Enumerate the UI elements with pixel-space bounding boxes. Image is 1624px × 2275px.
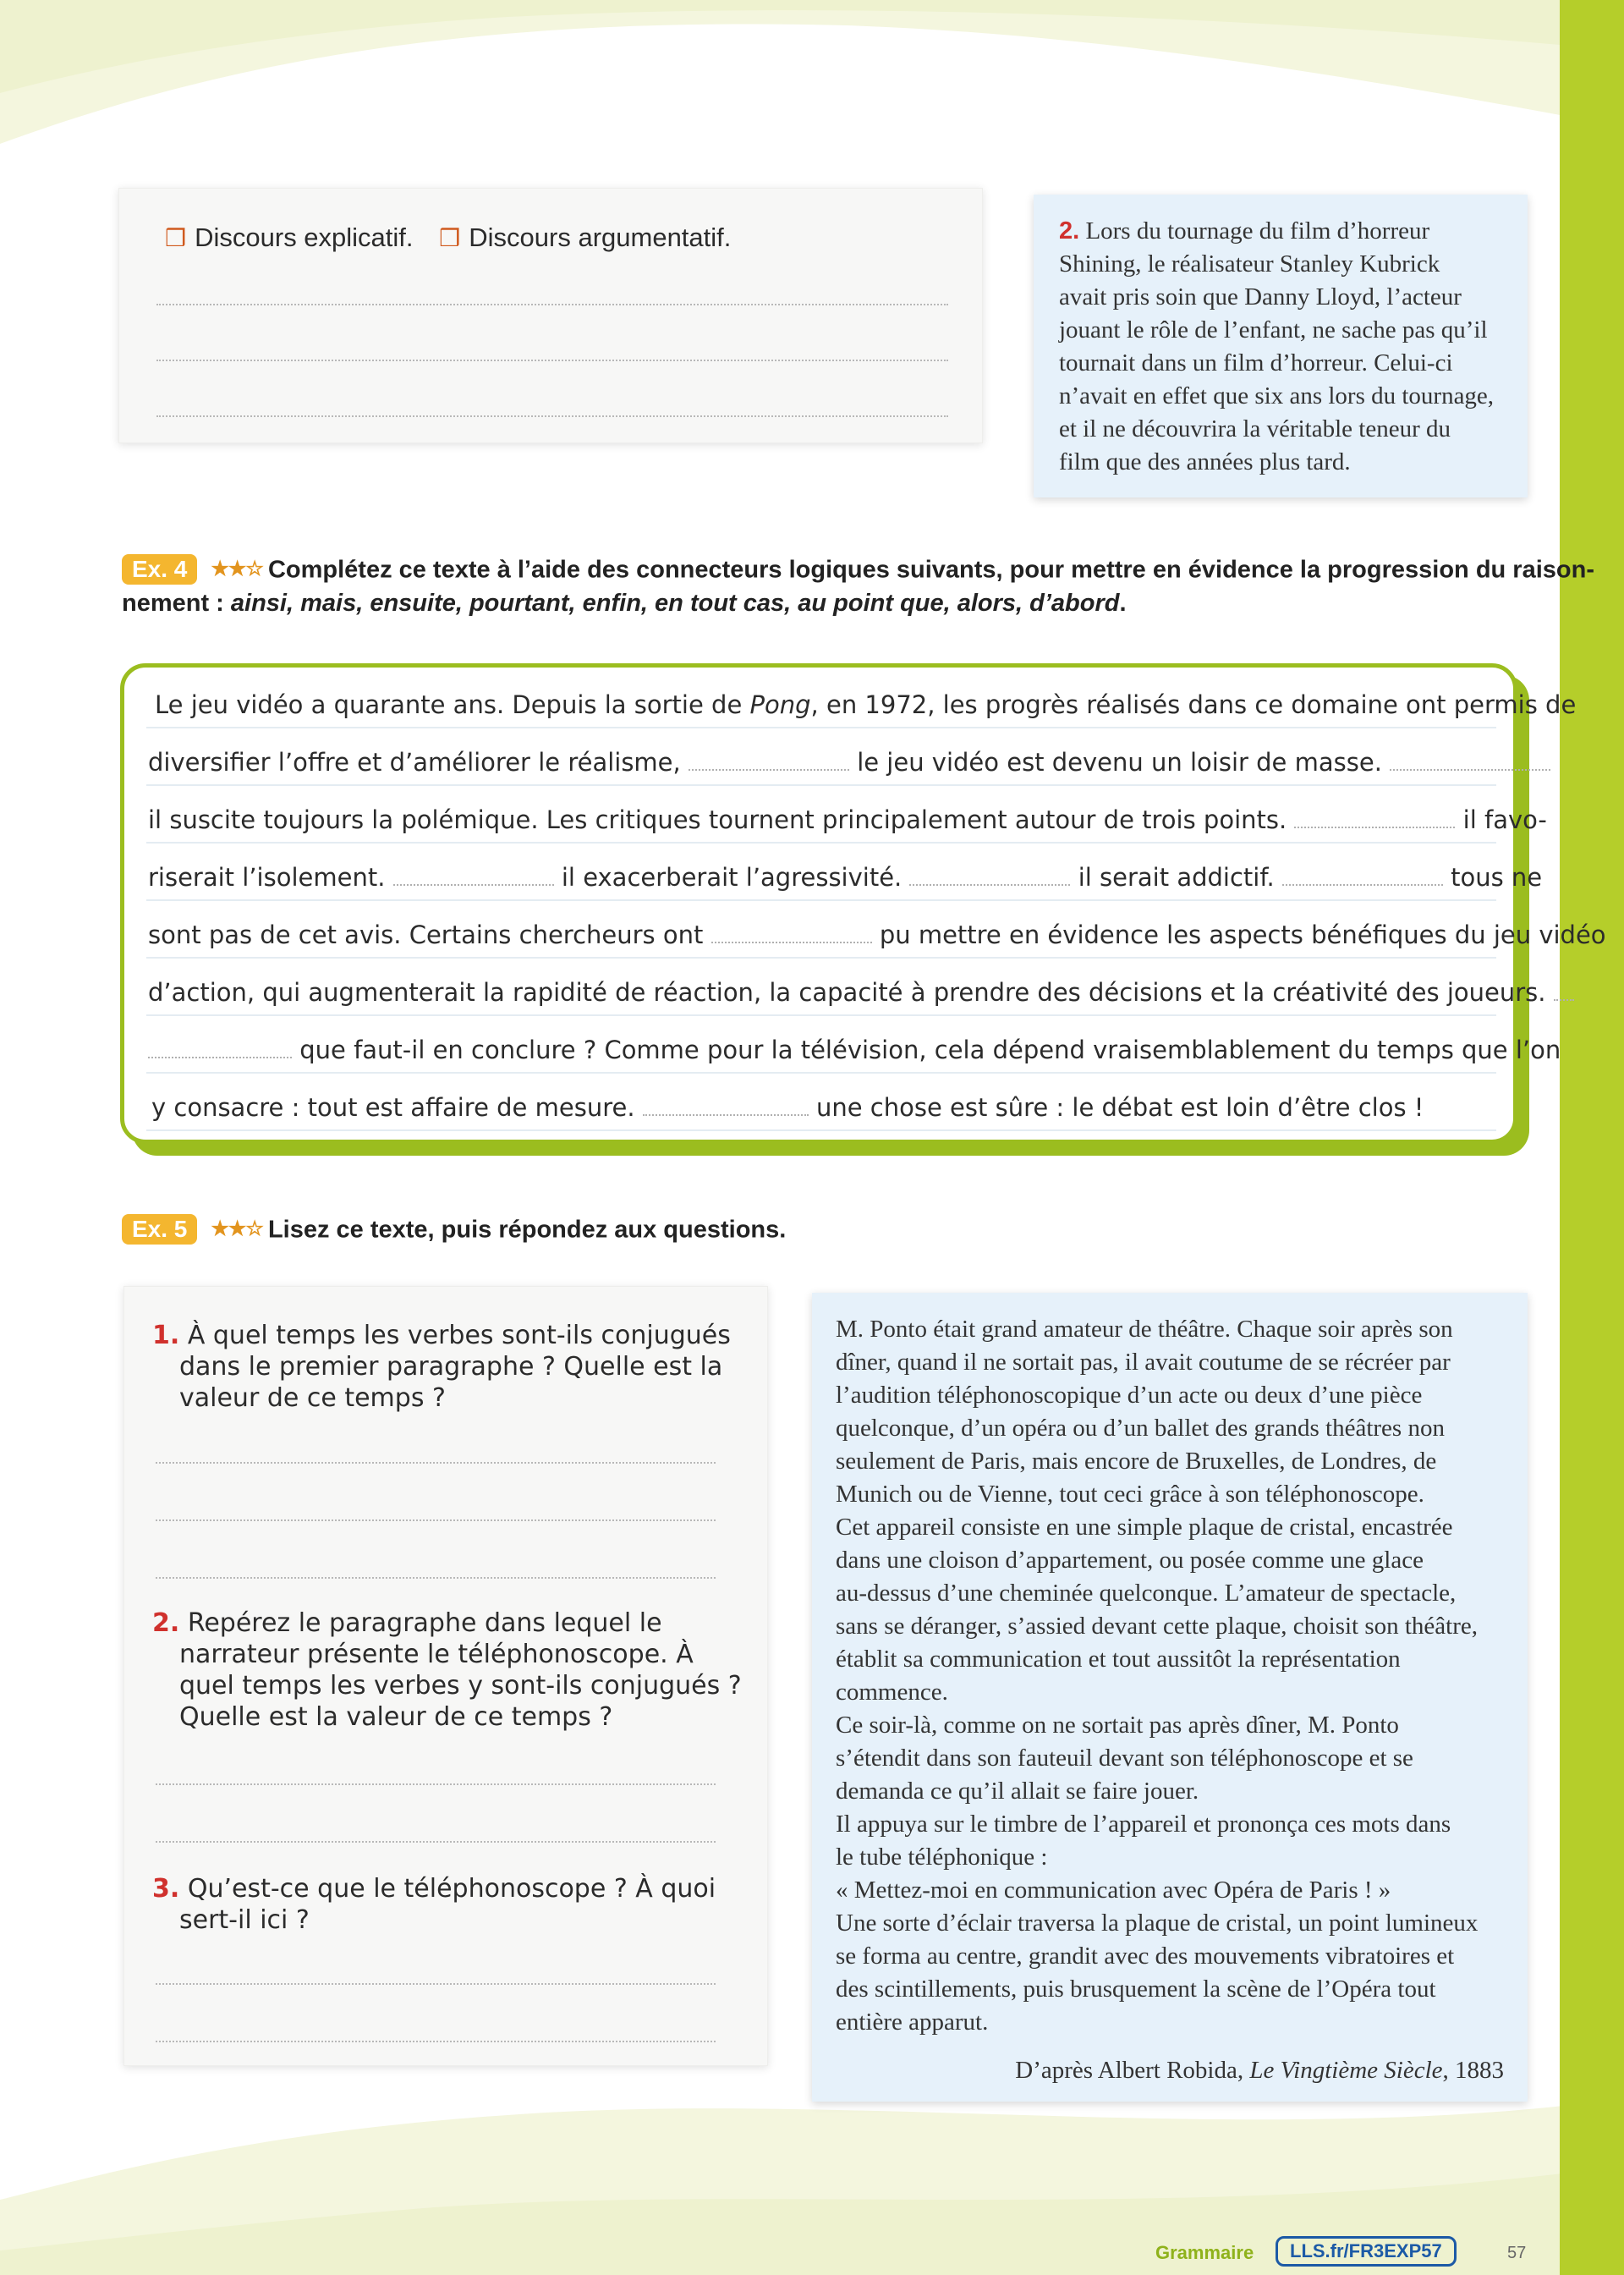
answer-line[interactable] <box>156 1462 716 1464</box>
answer-line[interactable] <box>156 360 948 361</box>
passage-line: Une sorte d’éclair traversa la plaque de cristal, un point lumineux <box>836 1910 1479 1937</box>
excerpt-line: avait pris soin que Danny Lloyd, l’acteur <box>1059 283 1462 310</box>
ruled-line <box>146 1014 1496 1016</box>
ex4-badge: Ex. 4 <box>122 554 197 585</box>
difficulty-stars-icon: ★★☆ <box>211 1217 263 1241</box>
ex5-instruction: Lisez ce texte, puis répondez aux questions. <box>267 1216 787 1244</box>
ex4-connectors: ainsi, mais, ensuite, pourtant, enfin, en tout cas, au point que, alors, d’abord <box>230 590 1120 618</box>
option-explicatif: Discours explicatif. <box>195 223 414 252</box>
passage-line: « Mettez-moi en communication avec Opéra de Paris ! » <box>836 1877 1391 1904</box>
blank-field[interactable] <box>711 933 872 943</box>
answer-line[interactable] <box>156 2041 716 2042</box>
passage-line: l’audition téléphonoscopique d’un acte ou deux d’une pièce <box>836 1382 1423 1409</box>
excerpt-line: Shining, le réalisateur Stanley Kubrick <box>1059 250 1440 278</box>
answer-line[interactable] <box>156 1519 716 1521</box>
question-2 <box>152 1607 744 1733</box>
excerpt-box-shining <box>1034 195 1528 497</box>
checkbox-explicatif[interactable]: ❒ <box>165 225 187 251</box>
answer-line[interactable] <box>156 304 948 305</box>
ruled-line <box>146 957 1496 959</box>
item-number: 2. <box>1059 217 1080 245</box>
passage-line: Cet appareil consiste en une simple plaque de cristal, encastrée <box>836 1514 1453 1541</box>
ruled-line <box>146 1129 1496 1131</box>
ex4-heading <box>122 552 1594 620</box>
passage-line: Munich ou de Vienne, tout ceci grâce à son téléphonoscope. <box>836 1481 1424 1508</box>
answer-line[interactable] <box>156 415 948 417</box>
passage-line: dans une cloison d’appartement, ou posée comme une glace <box>836 1547 1424 1574</box>
answer-line[interactable] <box>156 1783 716 1785</box>
answer-box-top-left <box>118 188 983 443</box>
right-margin-band <box>1560 0 1624 2275</box>
passage-text <box>836 1313 1504 2087</box>
blank-field[interactable] <box>909 876 1070 886</box>
cloze-line-5: sont pas de cet avis. Certains chercheurs ont pu mettre en évidence les aspects bénéfiques du jeu vidéo <box>148 920 1606 949</box>
cloze-line-6: d’action, qui augmenterait la rapidité de réaction, la capacité à prendre des décisions et la créativité des joueurs. <box>148 975 1495 1009</box>
passage-line: commence. <box>836 1679 948 1706</box>
ruled-line <box>146 727 1496 728</box>
excerpt-line: n’avait en effet que six ans lors du tournage, <box>1059 382 1495 409</box>
question-text: À quel temps les verbes sont-ils conjugués dans le premier paragraphe ? Quelle est la valeur de ce temps ? <box>179 1321 731 1413</box>
checkbox-argumentatif[interactable]: ❒ <box>439 225 461 251</box>
ruled-line <box>146 784 1496 786</box>
blank-field[interactable] <box>689 761 849 771</box>
question-1 <box>152 1320 744 1414</box>
passage-line: des scintillements, puis brusquement la scène de l’Opéra tout <box>836 1976 1436 2003</box>
passage-line: Ce soir-là, comme on ne sortait pas après dîner, M. Ponto <box>836 1712 1399 1739</box>
passage-line: établit sa communication et tout aussitôt la représentation <box>836 1646 1401 1673</box>
passage-line: sans se déranger, s’assied devant cette plaque, choisit son théâtre, <box>836 1613 1479 1640</box>
cloze-line-4: riserait l’isolement. il exacerberait l’agressivité. il serait addictif. tous ne <box>148 863 1543 892</box>
difficulty-stars-icon: ★★☆ <box>211 558 263 581</box>
passage-source: D’après Albert Robida, Le Vingtième Siècle, 1883 <box>1015 2057 1504 2084</box>
cloze-line-2: diversifier l’offre et d’améliorer le réalisme, le jeu vidéo est devenu un loisir de masse. <box>148 745 1495 779</box>
blank-field[interactable] <box>393 876 554 886</box>
passage-line: au-dessus d’une cheminée quelconque. L’amateur de spectacle, <box>836 1580 1457 1607</box>
excerpt-line: film que des années plus tard. <box>1059 448 1351 475</box>
answer-line[interactable] <box>156 1841 716 1843</box>
ruled-line <box>146 899 1496 901</box>
cloze-line-8: y consacre : tout est affaire de mesure. une chose est sûre : le débat est loin d’être clos ! <box>151 1093 1424 1122</box>
ex5-badge: Ex. 5 <box>122 1214 197 1245</box>
footer-link[interactable]: LLS.fr/FR3EXP57 <box>1276 2236 1457 2267</box>
passage-line: quelconque, d’un opéra ou d’un ballet des grands théâtres non <box>836 1415 1445 1442</box>
passage-line: dîner, quand il ne sortait pas, il avait coutume de se récréer par <box>836 1349 1451 1376</box>
ruled-line <box>146 842 1496 844</box>
ex5-heading <box>122 1212 786 1246</box>
passage-line: seulement de Paris, mais encore de Bruxelles, de Londres, de <box>836 1448 1437 1475</box>
excerpt-line: jouant le rôle de l’enfant, ne sache pas qu’il <box>1059 316 1488 343</box>
ex4-instruction-line2-end: . <box>1119 590 1127 618</box>
cloze-line-7: que faut-il en conclure ? Comme pour la télévision, cela dépend vraisemblablement du temps que l’on <box>148 1033 1495 1067</box>
excerpt-line: et il ne découvrira la véritable teneur du <box>1059 415 1451 442</box>
cloze-line-1: Le jeu vidéo a quarante ans. Depuis la sortie de Pong, en 1972, les progrès réalisés dans ce domaine ont permis de <box>155 690 1577 719</box>
ex4-instruction-line1: Complétez ce texte à l’aide des connecteurs logiques suivants, pour mettre en évidence la progression du raison- <box>267 556 1594 584</box>
blank-field[interactable] <box>1554 991 1574 1001</box>
passage-line: entière apparut. <box>836 2008 989 2036</box>
blank-field[interactable] <box>148 1048 292 1058</box>
footer-section-label: Grammaire <box>1155 2242 1254 2263</box>
blank-field[interactable] <box>1282 876 1443 886</box>
cloze-line-3: il suscite toujours la polémique. Les critiques tournent principalement autour de trois points. il favo- <box>148 805 1547 834</box>
question-text: Qu’est-ce que le téléphonoscope ? À quoi sert-il ici ? <box>179 1874 716 1935</box>
blank-field[interactable] <box>643 1106 809 1116</box>
passage-line: Il appuya sur le timbre de l’appareil et prononça ces mots dans <box>836 1811 1451 1838</box>
passage-line: le tube téléphonique : <box>836 1844 1048 1871</box>
question-3 <box>152 1873 744 1936</box>
answer-line[interactable] <box>156 1983 716 1985</box>
excerpt-line: tournait dans un film d’horreur. Celui-ci <box>1059 349 1453 376</box>
passage-line: demanda ce qu’il allait se faire jouer. <box>836 1778 1199 1805</box>
passage-line: se forma au centre, grandit avec des mouvements vibratoires et <box>836 1943 1455 1970</box>
passage-line: s’étendit dans son fauteuil devant son téléphonoscope et se <box>836 1745 1413 1772</box>
passage-line: M. Ponto était grand amateur de théâtre. Chaque soir après son <box>836 1316 1453 1343</box>
ruled-line <box>146 1072 1496 1074</box>
page-number: 57 <box>1507 2244 1527 2262</box>
excerpt-line: Lors du tournage du film d’horreur <box>1085 217 1430 245</box>
question-text: Repérez le paragraphe dans lequel le narrateur présente le téléphonoscope. À quel temps les verbes y sont-ils conjugués ? Quelle est la valeur de ce temps ? <box>179 1608 742 1732</box>
answer-line[interactable] <box>156 1577 716 1579</box>
question-number: 2. <box>152 1608 180 1638</box>
passage-box <box>812 1293 1528 2102</box>
option-argumentatif: Discours argumentatif. <box>469 223 732 252</box>
ex4-instruction-line2-start: nement : <box>122 590 231 618</box>
question-number: 3. <box>152 1874 180 1904</box>
blank-field[interactable] <box>1390 761 1550 771</box>
question-number: 1. <box>152 1321 180 1350</box>
blank-field[interactable] <box>1294 818 1455 828</box>
type-options <box>165 223 731 253</box>
cloze-text-box <box>120 663 1606 1144</box>
